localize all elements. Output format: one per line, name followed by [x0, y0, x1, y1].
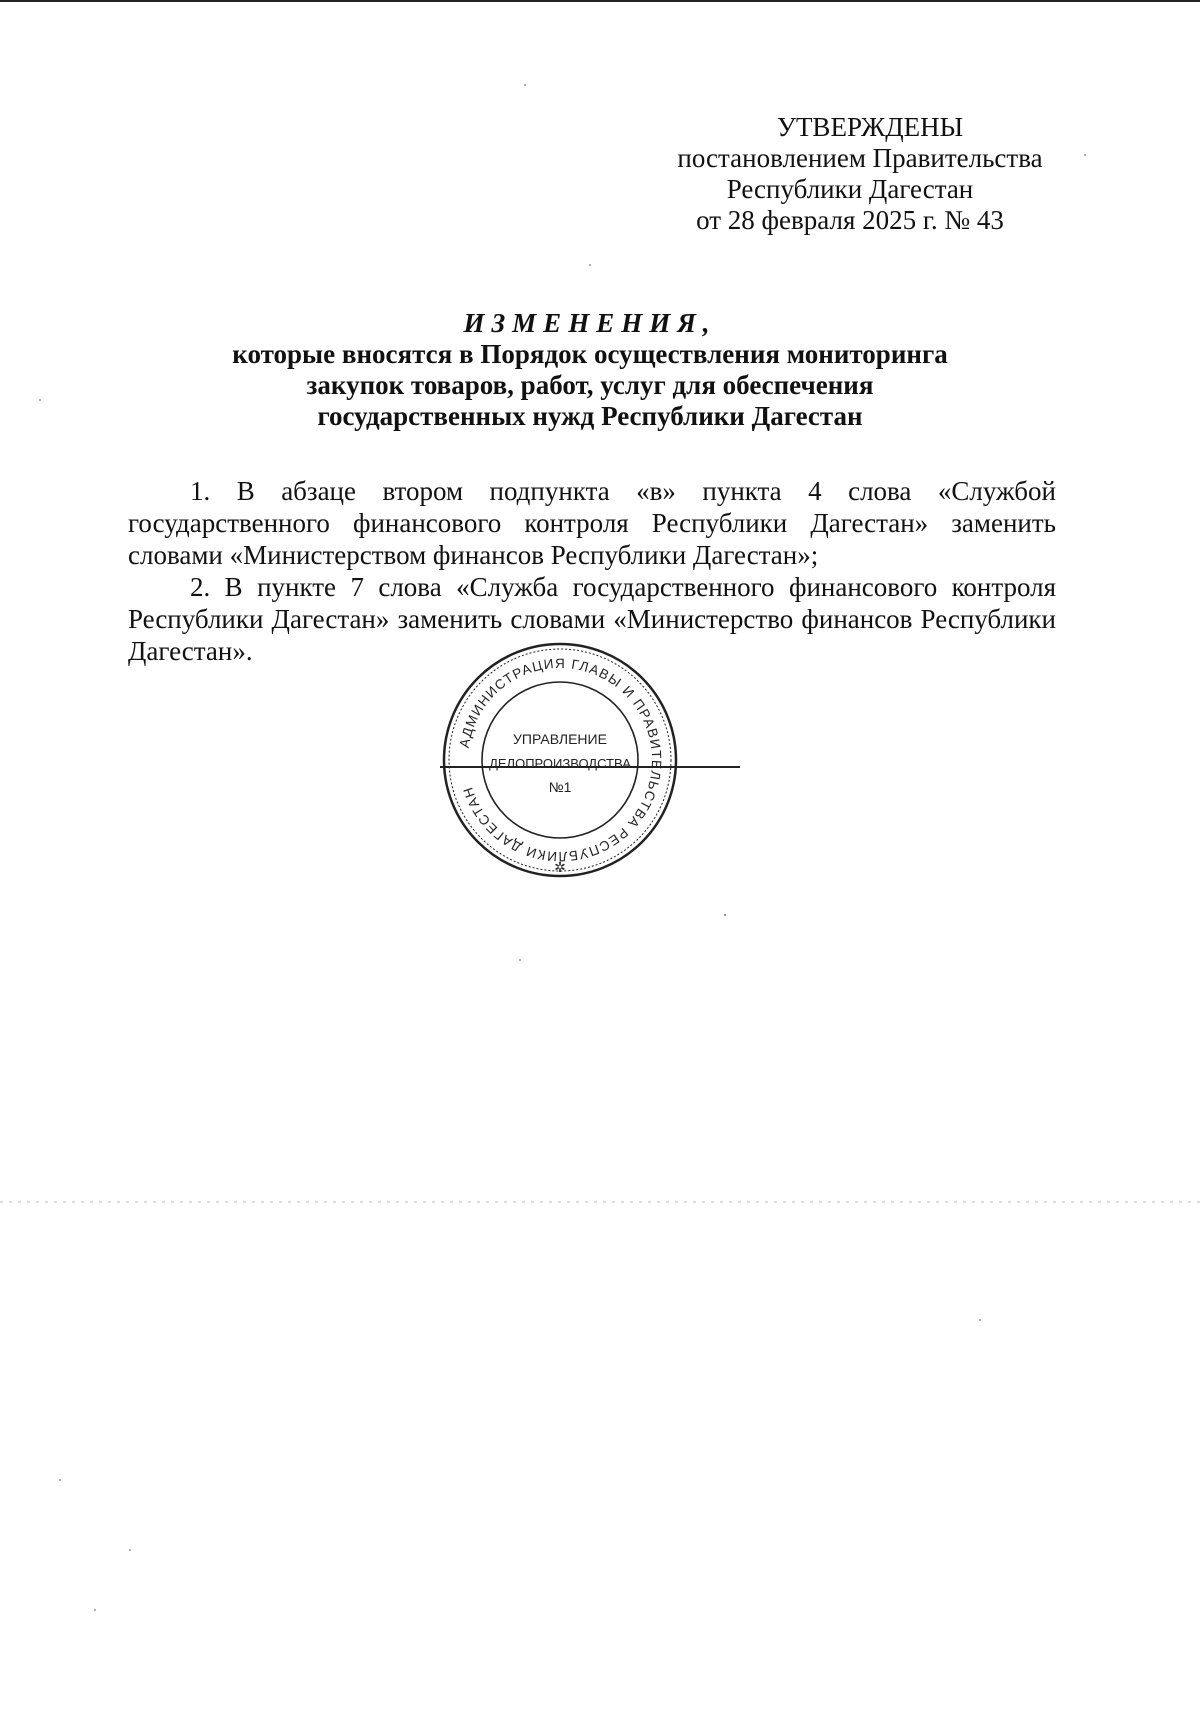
seal-center-line-1: УПРАВЛЕНИЕ	[513, 731, 607, 747]
seal-star-icon: ✲	[554, 860, 566, 876]
official-seal	[440, 640, 680, 880]
seal-ring-text: АДМИНИСТРАЦИЯ ГЛАВЫ И ПРАВИТЕЛЬСТВА РЕСПУБЛИКИ ДАГЕСТАН	[456, 655, 665, 865]
approval-authority: Республики Дагестан	[726, 174, 974, 204]
seal-center-line-2: ДЕЛОПРОИЗВОДСТВА	[489, 756, 631, 771]
approval-by: постановлением Правительства	[677, 143, 1043, 173]
document-heading	[130, 308, 1050, 432]
document-title: ИЗМЕНЕНИЯ,	[463, 308, 717, 338]
seal-center-line-3: №1	[548, 779, 572, 795]
document-subtitle-line-1: которые вносятся в Порядок осуществления мониторинга	[232, 339, 948, 369]
paragraph-2: 2. В пункте 7 слова «Служба государственного финансового контроля Республики Дагестан» заменить словами «Министерство финансов Республики Дагестан».	[128, 572, 1056, 666]
approval-block	[600, 112, 1100, 236]
document-subtitle-line-2: закупок товаров, работ, услуг для обеспечения	[306, 370, 874, 400]
document-subtitle-line-3: государственных нужд Республики Дагестан	[317, 401, 863, 431]
paragraph-1: 1. В абзаце втором подпункта «в» пункта 4 слова «Службой государственного финансового контроля Республики Дагестан» заменить словами «Министерством финансов Республики Дагестан»;	[128, 476, 1056, 570]
approval-title: УТВЕРЖДЕНЫ	[776, 112, 964, 142]
document-body	[128, 475, 1056, 667]
scan-top-edge	[0, 0, 1200, 2]
approval-date: от 28 февраля 2025 г. № 43	[696, 205, 1004, 235]
